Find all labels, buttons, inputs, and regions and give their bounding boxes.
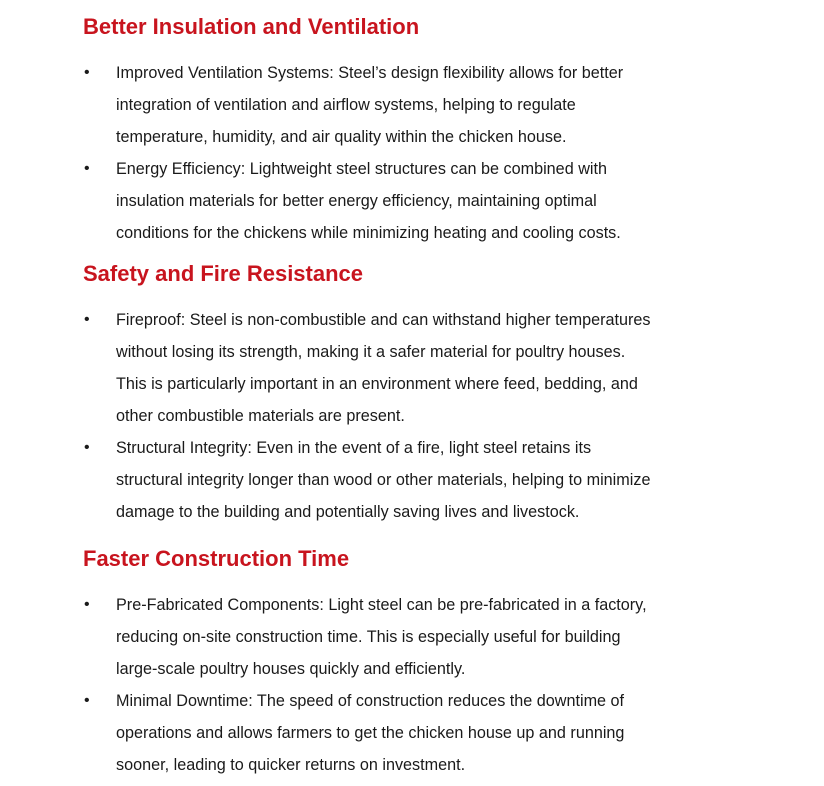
section-heading: Safety and Fire Resistance — [83, 261, 364, 286]
text-line: temperature, humidity, and air quality within the chicken house. — [116, 128, 567, 146]
list-item — [0, 589, 756, 685]
text-line: Minimal Downtime: The speed of construction reduces the downtime of — [116, 692, 625, 710]
bullet-list — [0, 57, 756, 249]
text-line: damage to the building and potentially saving lives and livestock. — [116, 503, 580, 521]
text-line: without losing its strength, making it a safer material for poultry houses. — [116, 343, 626, 361]
text-line: Improved Ventilation Systems: Steel’s design flexibility allows for better — [116, 64, 624, 82]
bullet-icon: • — [84, 692, 90, 709]
bullet-icon: • — [84, 311, 90, 328]
list-item-text — [116, 685, 756, 781]
list-item-text — [116, 432, 756, 528]
text-line: integration of ventilation and airflow systems, helping to regulate — [116, 96, 576, 114]
bullet-icon: • — [84, 160, 90, 177]
bullet-list — [0, 304, 756, 528]
section-heading: Better Insulation and Ventilation — [83, 14, 420, 39]
text-line: other combustible materials are present. — [116, 407, 405, 425]
text-line: Energy Efficiency: Lightweight steel structures can be combined with — [116, 160, 607, 178]
list-item-text — [116, 153, 756, 249]
bullet-icon: • — [84, 596, 90, 613]
bullet-icon: • — [84, 64, 90, 81]
list-item-text — [116, 304, 756, 432]
list-item — [0, 57, 756, 153]
text-line: sooner, leading to quicker returns on investment. — [116, 756, 466, 774]
text-line: This is particularly important in an environment where feed, bedding, and — [116, 375, 638, 393]
text-line: structural integrity longer than wood or other materials, helping to minimize — [116, 471, 651, 489]
list-item-text — [116, 589, 756, 685]
text-line: operations and allows farmers to get the chicken house up and running — [116, 724, 625, 742]
list-item — [0, 685, 756, 781]
text-line: reducing on-site construction time. This is especially useful for building — [116, 628, 621, 646]
section-heading: Faster Construction Time — [83, 546, 350, 571]
text-line: Pre-Fabricated Components: Light steel can be pre-fabricated in a factory, — [116, 596, 647, 614]
list-item — [0, 432, 756, 528]
list-item-text — [116, 57, 756, 153]
text-line: insulation materials for better energy efficiency, maintaining optimal — [116, 192, 597, 210]
text-line: large-scale poultry houses quickly and efficiently. — [116, 660, 466, 678]
list-item — [0, 304, 756, 432]
list-item — [0, 153, 756, 249]
bullet-list — [0, 589, 756, 781]
text-line: Structural Integrity: Even in the event of a fire, light steel retains its — [116, 439, 592, 457]
text-line: Fireproof: Steel is non-combustible and can withstand higher temperatures — [116, 311, 651, 329]
text-line: conditions for the chickens while minimizing heating and cooling costs. — [116, 224, 621, 242]
bullet-icon: • — [84, 439, 90, 456]
